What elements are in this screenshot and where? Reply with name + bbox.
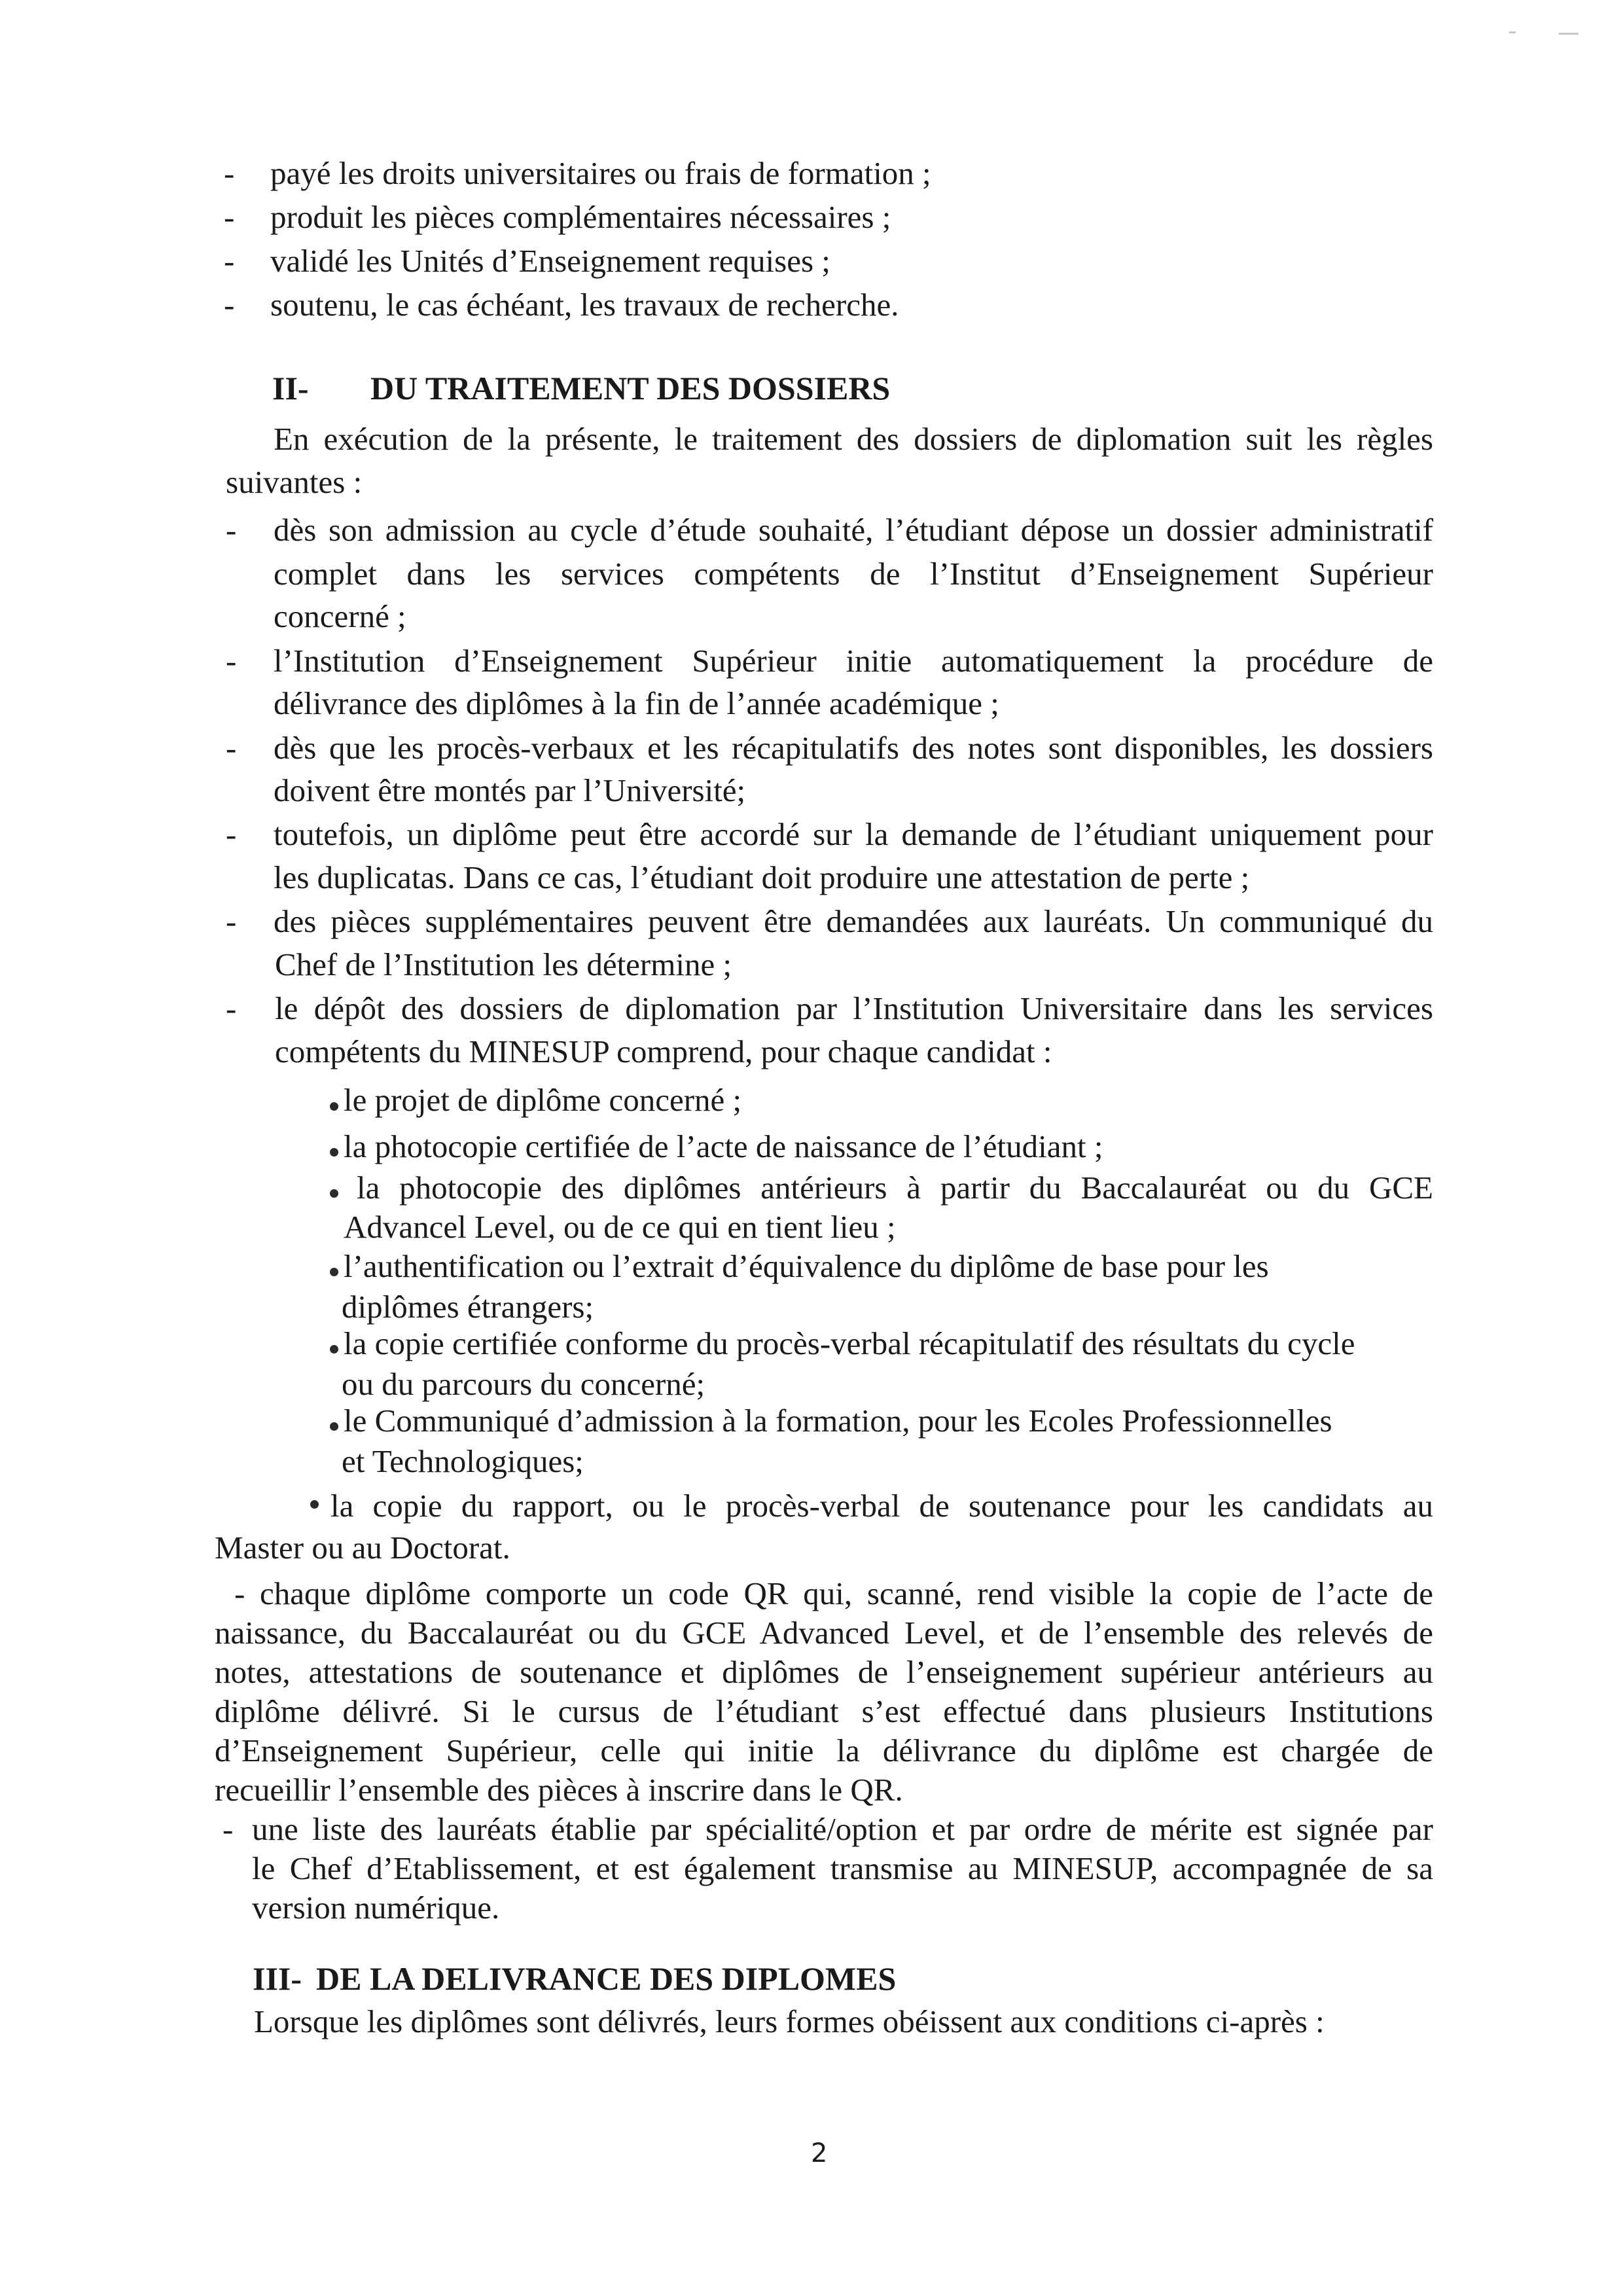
bullet-dot: [330, 1422, 338, 1431]
sub-item-line: l’authentification ou l’extrait d’équivalence du diplôme de base pour les: [344, 1248, 1269, 1284]
paragraph-line: naissance, du Baccalauréat ou du GCE Advanced Level, et de l’ensemble des relevés de: [215, 1615, 1433, 1651]
sub-item-line: et Technologiques;: [342, 1443, 584, 1479]
section-title: DE LA DELIVRANCE DES DIPLOMES: [316, 1960, 897, 1997]
sub-item-line: le Communiqué d’admission à la formation, pour les Ecoles Professionnelles: [344, 1403, 1332, 1439]
sub-item-line: la copie du rapport, ou le procès-verbal de soutenance pour les candidats au: [330, 1488, 1433, 1524]
sub-item-line: ou du parcours du concerné;: [342, 1366, 705, 1402]
list-item-line: le dépôt des dossiers de diplomation par l’Institution Universitaire dans les services: [275, 990, 1433, 1026]
list-item: payé les droits universitaires ou frais de formation ;: [270, 155, 931, 191]
sub-item-line: Master ou au Doctorat.: [215, 1530, 510, 1566]
list-item-line: complet dans les services compétents de l’Institut d’Enseignement Supérieur: [274, 556, 1433, 592]
list-item-line: doivent être montés par l’Université;: [274, 772, 746, 808]
paragraph-line: - chaque diplôme comporte un code QR qui, scanné, rend visible la copie de l’acte de: [234, 1575, 1433, 1611]
page-number: 2: [811, 2138, 828, 2168]
list-dash: -: [226, 512, 237, 548]
list-dash: -: [224, 243, 235, 279]
sub-item-line: la copie certifiée conforme du procès-verbal récapitulatif des résultats du cycle: [344, 1325, 1355, 1361]
list-item-line: des pièces supplémentaires peuvent être demandées aux lauréats. Un communiqué du: [274, 903, 1433, 939]
sub-item-line: diplômes étrangers;: [342, 1289, 594, 1325]
list-dash: -: [223, 1811, 234, 1847]
paragraph-line: diplôme délivré. Si le cursus de l’étudiant s’est effectué dans plusieurs Institutions: [215, 1693, 1433, 1729]
list-item-line: concerné ;: [274, 598, 406, 634]
bullet-dot: [330, 1148, 338, 1157]
list-item-line: délivrance des diplômes à la fin de l’année académique ;: [274, 685, 999, 721]
paragraph-line: En exécution de la présente, le traitement des dossiers de diplomation suit les règles: [274, 421, 1433, 457]
bullet-dot: [310, 1500, 319, 1509]
list-item-line: les duplicatas. Dans ce cas, l’étudiant doit produire une attestation de perte ;: [274, 859, 1250, 895]
list-item-line: Chef de l’Institution les détermine ;: [275, 946, 732, 982]
list-dash: -: [224, 155, 235, 191]
list-item: soutenu, le cas échéant, les travaux de recherche.: [270, 287, 899, 323]
list-item: produit les pièces complémentaires nécessaires ;: [270, 199, 891, 235]
list-dash: -: [226, 903, 237, 939]
list-item: validé les Unités d’Enseignement requises ;: [270, 243, 830, 279]
sub-item-line: la photocopie certifiée de l’acte de naissance de l’étudiant ;: [344, 1128, 1103, 1164]
list-item-line: le Chef d’Etablissement, et est également transmise au MINESUP, accompagnée de sa: [252, 1850, 1433, 1886]
list-dash: -: [224, 199, 235, 235]
list-dash: -: [226, 990, 237, 1026]
list-item-line: toutefois, un diplôme peut être accordé sur la demande de l’étudiant uniquement pour: [274, 816, 1433, 852]
scan-artifact: [1509, 31, 1516, 33]
paragraph-line: notes, attestations de soutenance et diplômes de l’enseignement supérieur antérieurs au: [215, 1654, 1433, 1690]
list-item-line: version numérique.: [252, 1890, 500, 1926]
list-item-line: compétents du MINESUP comprend, pour chaque candidat :: [275, 1033, 1052, 1069]
list-dash: -: [226, 730, 237, 766]
list-item-line: l’Institution d’Enseignement Supérieur initie automatiquement la procédure de: [274, 643, 1433, 679]
paragraph-line: suivantes :: [226, 464, 363, 500]
section-number: II-: [272, 370, 309, 406]
list-dash: -: [226, 643, 237, 679]
list-dash: -: [224, 287, 235, 323]
paragraph-line: recueillir l’ensemble des pièces à inscrire dans le QR.: [215, 1772, 903, 1808]
list-item-line: une liste des lauréats établie par spécialité/option et par ordre de mérite est signée par: [252, 1811, 1433, 1847]
sub-item-line: Advancel Level, ou de ce qui en tient lieu ;: [344, 1209, 896, 1245]
sub-item-line: la photocopie des diplômes antérieurs à partir du Baccalauréat ou du GCE: [357, 1170, 1433, 1206]
sub-item-line: le projet de diplôme concerné ;: [344, 1082, 742, 1118]
bullet-dot: [330, 1345, 338, 1354]
paragraph-line: Lorsque les diplômes sont délivrés, leurs formes obéissent aux conditions ci-après :: [254, 2003, 1325, 2039]
list-item-line: dès son admission au cycle d’étude souhaité, l’étudiant dépose un dossier administratif: [274, 512, 1433, 548]
section-title: DU TRAITEMENT DES DOSSIERS: [370, 370, 891, 406]
list-item-line: dès que les procès-verbaux et les récapitulatifs des notes sont disponibles, les dossiers: [274, 730, 1433, 766]
bullet-dot: [330, 1102, 338, 1111]
bullet-dot: [330, 1189, 338, 1198]
bullet-dot: [330, 1268, 338, 1276]
list-dash: -: [226, 816, 237, 852]
section-number: III-: [253, 1960, 302, 1997]
scan-artifact: [1559, 33, 1578, 35]
paragraph-line: d’Enseignement Supérieur, celle qui initie la délivrance du diplôme est chargée de: [215, 1732, 1433, 1768]
